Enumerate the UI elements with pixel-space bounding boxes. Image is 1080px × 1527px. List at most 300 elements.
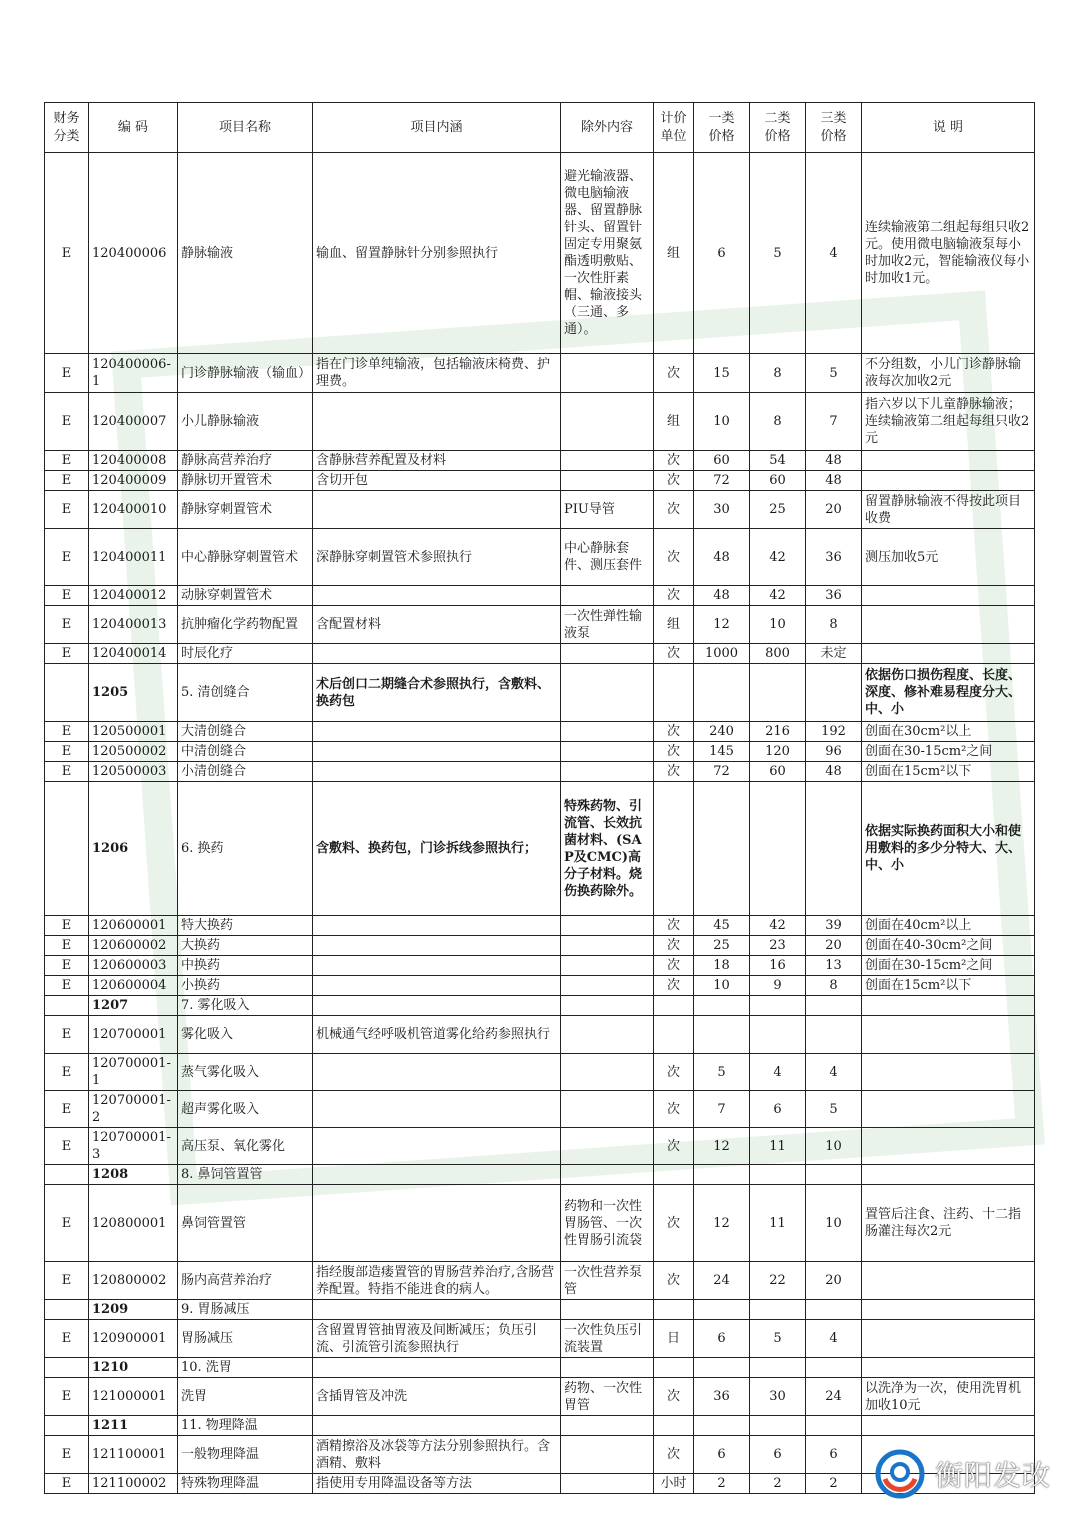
cell-name: 静脉切开置管术	[178, 471, 313, 491]
cell-name: 抗肿瘤化学药物配置	[178, 606, 313, 644]
cell-fin	[45, 1165, 89, 1185]
cell-excl: PIU导管	[561, 491, 654, 529]
table-header	[45, 103, 1035, 153]
cell-excl	[561, 1300, 654, 1320]
cell-unit	[654, 1300, 694, 1320]
cell-code: 120600004	[89, 976, 178, 996]
cell-name: 7. 雾化吸入	[178, 996, 313, 1016]
cell-price-1: 145	[694, 742, 750, 762]
cell-unit: 次	[654, 1262, 694, 1300]
cell-code: 120500001	[89, 722, 178, 742]
col-header-content: 项目内涵	[313, 103, 561, 153]
cell-note	[862, 1358, 1035, 1378]
cell-code: 120400013	[89, 606, 178, 644]
cell-fin: E	[45, 471, 89, 491]
cell-price-1: 10	[694, 976, 750, 996]
cell-name: 洗胃	[178, 1378, 313, 1416]
col-header-p2: 二类 价格	[750, 103, 806, 153]
cell-price-3: 48	[806, 471, 862, 491]
cell-code: 120400010	[89, 491, 178, 529]
cell-unit: 次	[654, 586, 694, 606]
cell-unit: 次	[654, 491, 694, 529]
cell-unit: 次	[654, 529, 694, 586]
cell-name: 时辰化疗	[178, 644, 313, 664]
cell-code: 1210	[89, 1358, 178, 1378]
cell-content	[313, 1358, 561, 1378]
cell-price-2: 8	[750, 393, 806, 451]
col-header-name: 项目名称	[178, 103, 313, 153]
cell-fin: E	[45, 976, 89, 996]
cell-price-3	[806, 1165, 862, 1185]
cell-code: 1207	[89, 996, 178, 1016]
cell-unit	[654, 782, 694, 916]
cell-name: 中清创缝合	[178, 742, 313, 762]
cell-price-3: 未定	[806, 644, 862, 664]
cell-note: 置管后注食、注药、十二指肠灌注每次2元	[862, 1185, 1035, 1262]
cell-name: 11. 物理降温	[178, 1416, 313, 1436]
cell-price-3: 4	[806, 1054, 862, 1091]
brand-logo	[875, 1449, 1051, 1499]
cell-excl	[561, 936, 654, 956]
cell-code: 120400012	[89, 586, 178, 606]
cell-code: 120400006-1	[89, 354, 178, 393]
cell-price-2: 22	[750, 1262, 806, 1300]
cell-price-1	[694, 996, 750, 1016]
cell-code: 120500003	[89, 762, 178, 782]
cell-content	[313, 956, 561, 976]
cell-price-2: 6	[750, 1091, 806, 1128]
cell-excl	[561, 451, 654, 471]
table-row	[45, 1016, 1035, 1054]
cell-price-3: 20	[806, 936, 862, 956]
cell-unit: 组	[654, 393, 694, 451]
cell-price-3: 5	[806, 354, 862, 393]
cell-price-2	[750, 1358, 806, 1378]
cell-name: 中心静脉穿刺置管术	[178, 529, 313, 586]
cell-name: 5. 清创缝合	[178, 664, 313, 722]
cell-content	[313, 1128, 561, 1165]
cell-note: 留置静脉输液不得按此项目收费	[862, 491, 1035, 529]
cell-content	[313, 393, 561, 451]
cell-price-1: 15	[694, 354, 750, 393]
cell-price-2	[750, 1300, 806, 1320]
cell-code: 120900001	[89, 1320, 178, 1358]
price-table	[44, 102, 1035, 1494]
cell-name: 静脉穿刺置管术	[178, 491, 313, 529]
cell-fin: E	[45, 1091, 89, 1128]
cell-content	[313, 1416, 561, 1436]
cell-price-2: 5	[750, 1320, 806, 1358]
cell-price-2: 42	[750, 916, 806, 936]
cell-price-3: 10	[806, 1128, 862, 1165]
cell-code: 120600001	[89, 916, 178, 936]
cell-unit: 次	[654, 722, 694, 742]
cell-name: 鼻饲管置管	[178, 1185, 313, 1262]
cell-note	[862, 586, 1035, 606]
cell-price-1: 72	[694, 471, 750, 491]
cell-note: 依据伤口损伤程度、长度、深度、修补难易程度分大、中、小	[862, 664, 1035, 722]
cell-price-2: 25	[750, 491, 806, 529]
cell-price-3	[806, 664, 862, 722]
cell-price-3: 24	[806, 1378, 862, 1416]
table-row	[45, 451, 1035, 471]
cell-note	[862, 1416, 1035, 1436]
cell-name: 特大换药	[178, 916, 313, 936]
cell-name: 8. 鼻饲管置管	[178, 1165, 313, 1185]
cell-name: 雾化吸入	[178, 1016, 313, 1054]
cell-unit: 日	[654, 1320, 694, 1358]
cell-content: 含配置材料	[313, 606, 561, 644]
cell-price-2: 2	[750, 1474, 806, 1494]
cell-note: 测压加收5元	[862, 529, 1035, 586]
cell-note: 不分组数，小儿门诊静脉输液每次加收2元	[862, 354, 1035, 393]
cell-price-3: 7	[806, 393, 862, 451]
cell-code: 121100001	[89, 1436, 178, 1474]
cell-fin: E	[45, 1436, 89, 1474]
cell-content: 含留置胃管抽胃液及间断减压；负压引流、引流管引流参照执行	[313, 1320, 561, 1358]
cell-unit: 次	[654, 1091, 694, 1128]
cell-note: 连续输液第二组起每组只收2元。使用微电脑输液泵每小时加收2元，智能输液仪每小时加收1元。	[862, 153, 1035, 354]
cell-content	[313, 1300, 561, 1320]
cell-content: 术后创口二期缝合术参照执行，含敷料、换药包	[313, 664, 561, 722]
cell-price-1: 240	[694, 722, 750, 742]
table-row	[45, 644, 1035, 664]
cell-price-2: 60	[750, 762, 806, 782]
cell-note	[862, 1128, 1035, 1165]
cell-note	[862, 606, 1035, 644]
cell-unit	[654, 664, 694, 722]
cell-excl	[561, 664, 654, 722]
cell-note	[862, 1054, 1035, 1091]
cell-excl: 药物、一次性胃管	[561, 1378, 654, 1416]
cell-price-2: 60	[750, 471, 806, 491]
cell-fin: E	[45, 1378, 89, 1416]
cell-name: 9. 胃肠减压	[178, 1300, 313, 1320]
cell-code: 120400011	[89, 529, 178, 586]
cell-unit: 小时	[654, 1474, 694, 1494]
cell-name: 大换药	[178, 936, 313, 956]
cell-price-3	[806, 1358, 862, 1378]
cell-price-3: 39	[806, 916, 862, 936]
cell-fin	[45, 1300, 89, 1320]
cell-unit: 组	[654, 606, 694, 644]
cell-fin: E	[45, 742, 89, 762]
cell-price-2	[750, 1016, 806, 1054]
cell-name: 小换药	[178, 976, 313, 996]
cell-fin: E	[45, 586, 89, 606]
table-row	[45, 742, 1035, 762]
table-row	[45, 956, 1035, 976]
cell-price-2	[750, 1416, 806, 1436]
cell-name: 小儿静脉输液	[178, 393, 313, 451]
cell-price-1	[694, 1358, 750, 1378]
cell-price-3: 5	[806, 1091, 862, 1128]
cell-price-2: 216	[750, 722, 806, 742]
cell-content: 机械通气经呼吸机管道雾化给药参照执行	[313, 1016, 561, 1054]
cell-code: 120500002	[89, 742, 178, 762]
cell-price-3	[806, 1416, 862, 1436]
cell-name: 肠内高营养治疗	[178, 1262, 313, 1300]
cell-excl: 一次性营养泵管	[561, 1262, 654, 1300]
cell-content: 酒精擦浴及冰袋等方法分别参照执行。含酒精、敷料	[313, 1436, 561, 1474]
cell-excl	[561, 722, 654, 742]
cell-name: 大清创缝合	[178, 722, 313, 742]
cell-unit	[654, 1016, 694, 1054]
cell-note	[862, 471, 1035, 491]
cell-fin: E	[45, 451, 89, 471]
cell-fin: E	[45, 1016, 89, 1054]
cell-note	[862, 451, 1035, 471]
cell-name: 中换药	[178, 956, 313, 976]
cell-price-2: 800	[750, 644, 806, 664]
cell-content	[313, 976, 561, 996]
cell-price-3: 192	[806, 722, 862, 742]
table-row	[45, 586, 1035, 606]
cell-unit: 次	[654, 1128, 694, 1165]
cell-price-2: 4	[750, 1054, 806, 1091]
cell-price-3: 4	[806, 153, 862, 354]
cell-price-3: 36	[806, 529, 862, 586]
cell-excl	[561, 1436, 654, 1474]
cell-note: 创面在30cm²以上	[862, 722, 1035, 742]
cell-price-2: 120	[750, 742, 806, 762]
cell-price-2: 9	[750, 976, 806, 996]
cell-fin: E	[45, 491, 89, 529]
cell-excl	[561, 742, 654, 762]
cell-price-2: 30	[750, 1378, 806, 1416]
table-row	[45, 1320, 1035, 1358]
cell-content: 深静脉穿刺置管术参照执行	[313, 529, 561, 586]
cell-note: 创面在15cm²以下	[862, 976, 1035, 996]
cell-name: 10. 洗胃	[178, 1358, 313, 1378]
cell-note: 依据实际换药面积大小和使用敷料的多少分特大、大、中、小	[862, 782, 1035, 916]
table-row	[45, 471, 1035, 491]
cell-price-2	[750, 664, 806, 722]
cell-content: 指经腹部造瘘置管的胃肠营养治疗,含肠营养配置。特指不能进食的病人。	[313, 1262, 561, 1300]
cell-name: 特殊物理降温	[178, 1474, 313, 1494]
cell-price-1	[694, 782, 750, 916]
table-row	[45, 664, 1035, 722]
cell-price-2: 8	[750, 354, 806, 393]
cell-fin: E	[45, 936, 89, 956]
cell-price-1: 18	[694, 956, 750, 976]
cell-code: 120400014	[89, 644, 178, 664]
table-row	[45, 1416, 1035, 1436]
cell-content	[313, 996, 561, 1016]
cell-price-1	[694, 1416, 750, 1436]
cell-content	[313, 762, 561, 782]
cell-fin: E	[45, 644, 89, 664]
cell-code: 120700001	[89, 1016, 178, 1054]
cell-price-2: 16	[750, 956, 806, 976]
cell-price-1: 1000	[694, 644, 750, 664]
cell-note: 创面在15cm²以下	[862, 762, 1035, 782]
cell-fin: E	[45, 1054, 89, 1091]
cell-unit: 次	[654, 1378, 694, 1416]
brand-name: 衡阳发改	[935, 1459, 1052, 1492]
cell-price-1: 48	[694, 529, 750, 586]
cell-unit: 次	[654, 916, 694, 936]
cell-unit: 次	[654, 471, 694, 491]
cell-content: 指在门诊单纯输液，包括输液床椅费、护理费。	[313, 354, 561, 393]
cell-excl	[561, 644, 654, 664]
cell-excl	[561, 471, 654, 491]
cell-price-1: 24	[694, 1262, 750, 1300]
cell-excl: 中心静脉套件、测压套件	[561, 529, 654, 586]
table-row	[45, 354, 1035, 393]
cell-excl	[561, 1054, 654, 1091]
cell-content	[313, 491, 561, 529]
cell-price-3: 48	[806, 451, 862, 471]
cell-code: 120800002	[89, 1262, 178, 1300]
cell-excl: 特殊药物、引流管、长效抗菌材料、(SAP及CMC)高分子材料。烧伤换药除外。	[561, 782, 654, 916]
cell-code: 120600002	[89, 936, 178, 956]
cell-content: 指使用专用降温设备等方法	[313, 1474, 561, 1494]
cell-content	[313, 586, 561, 606]
cell-price-3: 20	[806, 491, 862, 529]
cell-price-1: 25	[694, 936, 750, 956]
cell-content: 含敷料、换药包，门诊拆线参照执行；	[313, 782, 561, 916]
cell-content	[313, 1054, 561, 1091]
cell-content	[313, 916, 561, 936]
cell-content	[313, 644, 561, 664]
cell-fin: E	[45, 1128, 89, 1165]
cell-fin: E	[45, 1320, 89, 1358]
cell-price-3: 36	[806, 586, 862, 606]
cell-price-1: 12	[694, 1185, 750, 1262]
cell-fin: E	[45, 606, 89, 644]
table-row	[45, 393, 1035, 451]
cell-price-2	[750, 996, 806, 1016]
table-row	[45, 491, 1035, 529]
col-header-p3: 三类 价格	[806, 103, 862, 153]
cell-content: 输血、留置静脉针分别参照执行	[313, 153, 561, 354]
cell-price-2: 11	[750, 1185, 806, 1262]
cell-excl: 一次性负压引流装置	[561, 1320, 654, 1358]
table-row	[45, 606, 1035, 644]
cell-content: 含静脉营养配置及材料	[313, 451, 561, 471]
cell-code: 1211	[89, 1416, 178, 1436]
cell-fin: E	[45, 393, 89, 451]
cell-excl	[561, 976, 654, 996]
cell-note	[862, 644, 1035, 664]
cell-price-3: 20	[806, 1262, 862, 1300]
cell-content	[313, 1091, 561, 1128]
cell-price-2	[750, 1165, 806, 1185]
cell-excl	[561, 1358, 654, 1378]
cell-price-1: 5	[694, 1054, 750, 1091]
cell-excl	[561, 1016, 654, 1054]
cell-price-2: 5	[750, 153, 806, 354]
table-row	[45, 529, 1035, 586]
cell-price-3: 8	[806, 976, 862, 996]
cell-unit: 次	[654, 956, 694, 976]
cell-unit	[654, 1358, 694, 1378]
cell-fin: E	[45, 354, 89, 393]
cell-price-1: 2	[694, 1474, 750, 1494]
cell-price-1	[694, 664, 750, 722]
cell-fin: E	[45, 956, 89, 976]
cell-fin	[45, 996, 89, 1016]
table-row	[45, 1358, 1035, 1378]
table-row	[45, 1378, 1035, 1416]
col-header-fin: 财务 分类	[45, 103, 89, 153]
table-row	[45, 1054, 1035, 1091]
table-row	[45, 1165, 1035, 1185]
cell-price-2: 6	[750, 1436, 806, 1474]
cell-content	[313, 742, 561, 762]
cell-price-3: 96	[806, 742, 862, 762]
cell-fin: E	[45, 1185, 89, 1262]
cell-note: 创面在40cm²以上	[862, 916, 1035, 936]
table-row	[45, 782, 1035, 916]
cell-unit: 次	[654, 936, 694, 956]
cell-price-1: 45	[694, 916, 750, 936]
cell-unit: 次	[654, 742, 694, 762]
cell-unit: 次	[654, 1185, 694, 1262]
table-row	[45, 1091, 1035, 1128]
cell-content: 含切开包	[313, 471, 561, 491]
table-row	[45, 996, 1035, 1016]
table-row	[45, 916, 1035, 936]
cell-fin: E	[45, 1474, 89, 1494]
cell-price-1: 48	[694, 586, 750, 606]
table-row	[45, 1262, 1035, 1300]
cell-note	[862, 1165, 1035, 1185]
cell-price-1: 36	[694, 1378, 750, 1416]
cell-price-1: 6	[694, 153, 750, 354]
cell-code: 121000001	[89, 1378, 178, 1416]
cell-note: 指六岁以下儿童静脉输液；连续输液第二组起每组只收2元	[862, 393, 1035, 451]
table-row	[45, 153, 1035, 354]
cell-code: 1209	[89, 1300, 178, 1320]
cell-price-3: 4	[806, 1320, 862, 1358]
cell-price-1: 72	[694, 762, 750, 782]
cell-price-1: 60	[694, 451, 750, 471]
cell-code: 120600003	[89, 956, 178, 976]
col-header-note: 说 明	[862, 103, 1035, 153]
cell-excl	[561, 762, 654, 782]
cell-code: 120400006	[89, 153, 178, 354]
cell-price-2: 42	[750, 529, 806, 586]
cell-excl: 避光输液器、微电脑输液器、留置静脉针头、留置针固定专用聚氨酯透明敷贴、一次性肝素帽、输液接头（三通、多通）。	[561, 153, 654, 354]
cell-price-1: 6	[694, 1436, 750, 1474]
cell-note: 以洗净为一次，使用洗胃机加收10元	[862, 1378, 1035, 1416]
cell-price-3	[806, 996, 862, 1016]
cell-code: 1206	[89, 782, 178, 916]
cell-price-3: 48	[806, 762, 862, 782]
cell-name: 静脉输液	[178, 153, 313, 354]
cell-name: 6. 换药	[178, 782, 313, 916]
cell-unit: 次	[654, 354, 694, 393]
cell-price-1: 12	[694, 606, 750, 644]
cell-content	[313, 936, 561, 956]
cell-content	[313, 1165, 561, 1185]
cell-unit: 次	[654, 644, 694, 664]
table-row	[45, 762, 1035, 782]
table-row	[45, 1185, 1035, 1262]
cell-code: 120700001-3	[89, 1128, 178, 1165]
cell-code: 1208	[89, 1165, 178, 1185]
cell-unit	[654, 996, 694, 1016]
cell-excl	[561, 1474, 654, 1494]
cell-code: 121100002	[89, 1474, 178, 1494]
cell-fin: E	[45, 153, 89, 354]
table-row	[45, 936, 1035, 956]
brand-mark-icon	[875, 1449, 925, 1499]
cell-fin: E	[45, 722, 89, 742]
cell-price-1: 10	[694, 393, 750, 451]
